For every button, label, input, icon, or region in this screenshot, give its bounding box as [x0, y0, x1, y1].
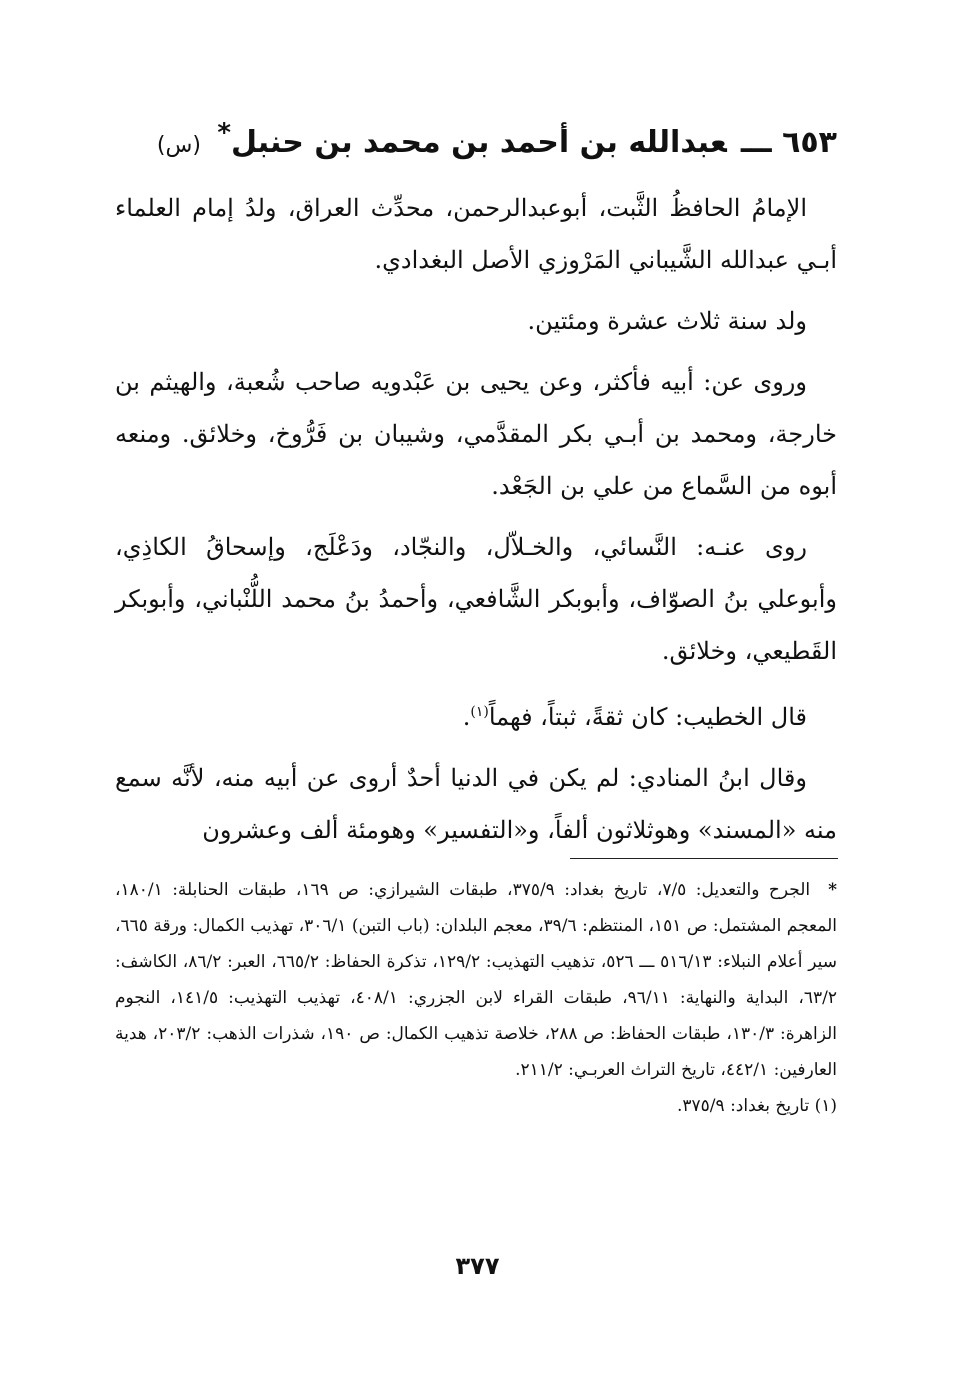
paragraph-narrated-from: وروى عن: أبيه فأكثر، وعن يحيى بن عَبْدويه صاحب شُعبة، والهيثم بن خارجة، ومحمد بن أبـي بكر المقدَّمي، وشيبان بن فَرُّوخ، وخلائق. ومنعه أبوه من السَّماع من علي بن الجَعْد. — [115, 368, 837, 500]
footnote-sources-text: الجرح والتعديل: ٧/٥، تاريخ بغداد: ٣٧٥/٩، طبقات الشيرازي: ص ١٦٩، طبقات الحنابلة: ١٨٠/١، المعجم المشتمل: ص ١٥١، المنتظم: ٣٩/٦، معجم البلدان: (باب التبن) ٣٠٦/١، تهذيب الكمال: ورقة ٦٦٥، سير أعلام النبلاء: ٥١٦/١٣ ـــ ٥٢٦، تذهيب التهذيب: ١٢٩/٢، تذكرة الحفاظ: ٦٦٥/٢، العبر: ٨٦/٢، الكاشف: ٦٣/٢، البداية والنهاية: ٩٦/١١، طبقات القراء لابن الجزري: ٤٠٨/١، تهذيب التهذيب: ١٤١/٥، النجوم الزاهرة: ١٣٠/٣، طبقات الحفاظ: ص ٢٨٨، خلاصة تذهيب الكمال: ص ١٩٠، شذرات الذهب: ٢٠٣/٢، هدية العارفين: ٤٤٢/١، تاريخ التراث العربـي: ٢١١/٢. — [115, 880, 838, 1080]
paragraph-narrated-by: روى عنـه: النَّسائي، والخـلاّل، والنجّاد، ودَعْلَج، وإسحاقُ الكاذِي، وأبوعلي بنُ الصوّاف، وأبوبكر الشَّافعي، وأحمدُ بنُ محمد اللُّنْباني، وأبوبكر القَطيعي، وخلائق. — [115, 533, 837, 665]
footnote-1: (١) تاريخ بغداد: ٣٧٥/٩. — [677, 1096, 837, 1116]
footnote-ref-1: (١) — [470, 704, 489, 720]
entry-code: (س) — [156, 133, 201, 158]
body-text — [115, 182, 837, 865]
footnotes — [115, 872, 837, 1124]
khatib-quote: قال الخطيب: كان ثقةً، ثبتاً، فهماً — [488, 703, 807, 731]
paragraph-munadi: وقال ابنُ المنادي: لم يكن في الدنيا أحدٌ أروى عن أبيه منه، لأنَّه سمع منه «المسند» وهوثلاثون ألفاً، و«التفسير» وهومئة ألف وعشرون — [115, 764, 837, 844]
entry-heading — [117, 118, 837, 171]
page-number: ٣٧٧ — [455, 1252, 500, 1280]
paragraph-birth: ولد سنة ثلاث عشرة ومئتين. — [527, 307, 807, 335]
footnote-star: * — [828, 880, 837, 900]
paragraph-intro: الإمامُ الحافظُ الثَّبت، أبوعبدالرحمن، محدِّث العراق، ولدُ إمام العلماء أبـي عبدالله الشَّيباني المَرْوزي الأصل البغدادي. — [115, 194, 837, 274]
footnote-marker-star: * — [217, 118, 232, 148]
footnote-divider — [570, 858, 838, 859]
paragraph-khatib — [115, 686, 837, 743]
entry-title: عبدالله بن أحمد بن محمد بن حنبل — [231, 125, 727, 160]
khatib-end: . — [462, 703, 471, 731]
footnote-sources — [115, 872, 837, 1088]
entry-number: ٦٥٣ ـــ — [740, 125, 837, 160]
